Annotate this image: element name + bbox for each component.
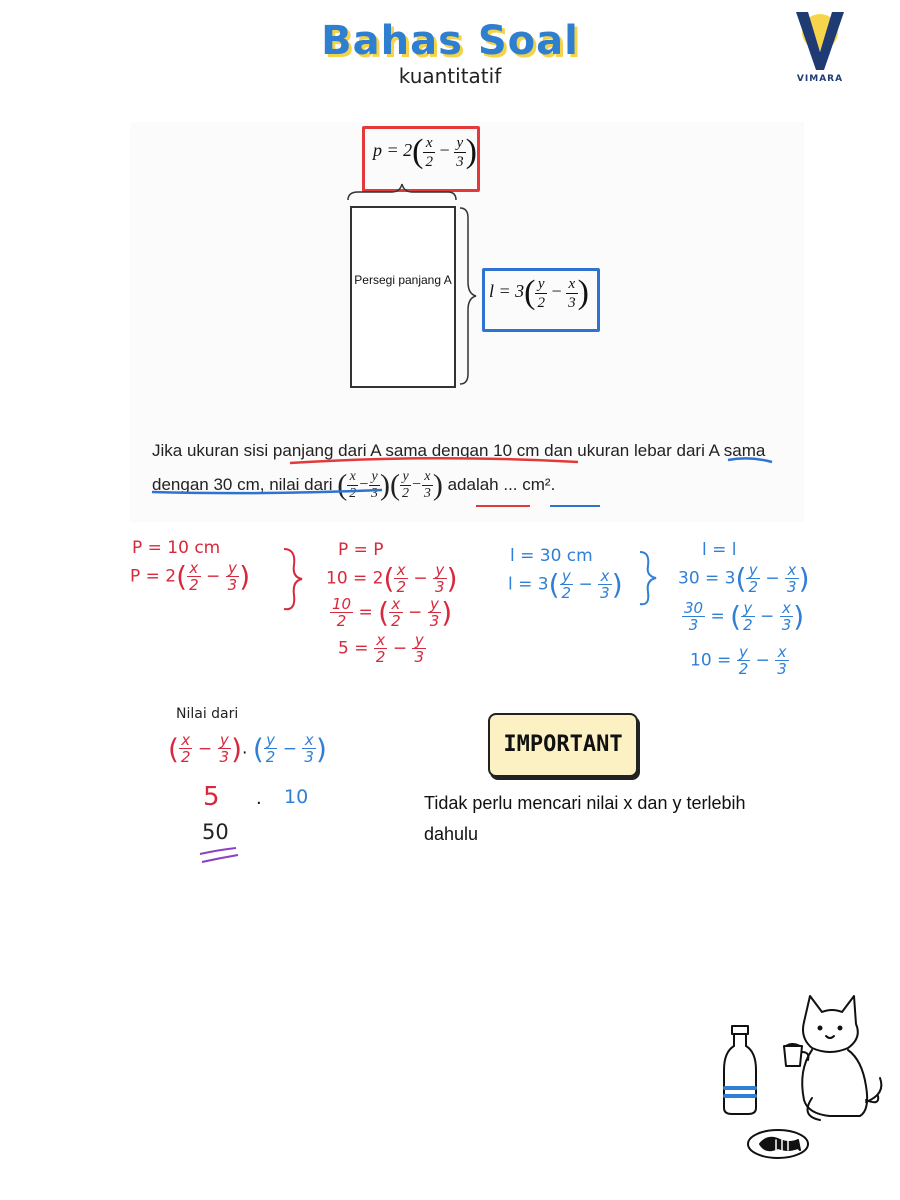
multiply-dot: . bbox=[256, 788, 262, 809]
page-subtitle: kuantitatif bbox=[398, 64, 502, 88]
value-ten: 10 bbox=[284, 786, 309, 808]
important-note: Tidak perlu mencari nilai x dan y terlebih dahulu bbox=[424, 793, 746, 844]
red-work-line2: P = 2( $\frac{x}{2}$ − $\frac{y}{3}$ ) bbox=[130, 559, 251, 594]
blue-work-line2: l = 3( $\frac{y}{2}$ − $\frac{x}{3}$ ) bbox=[508, 567, 623, 602]
red-work-right3: $\frac{10}{2}$ = ( $\frac{x}{2}$ − $\frac{y}{3}$ ) bbox=[332, 595, 453, 630]
problem-card bbox=[130, 122, 804, 522]
red-work-right1: P = P bbox=[338, 540, 384, 560]
conclusion-label: Nilai dari bbox=[176, 706, 239, 722]
red-work-line1: P = 10 cm bbox=[132, 538, 221, 558]
logo-mark-icon bbox=[792, 8, 848, 74]
conclusion-expression: ( $\frac{x}{2}$ − $\frac{y}{3}$ ). ( $\frac{y}{2}$ − $\frac{x}{3}$ ) bbox=[168, 731, 327, 766]
blue-work-right2: 30 = 3( $\frac{y}{2}$ − $\frac{x}{3}$ ) bbox=[678, 561, 810, 596]
blue-work-right4: 10 = $\frac{y}{2}$ − $\frac{x}{3}$ bbox=[690, 643, 787, 678]
question-part2: adalah ... cm². bbox=[447, 475, 556, 494]
width-formula: l = 3( $\frac{y}{2}$ − $\frac{x}{3}$ ) bbox=[489, 274, 589, 311]
red-work-right2: 10 = 2( $\frac{x}{2}$ − $\frac{y}{3}$ ) bbox=[326, 561, 458, 596]
blue-work-right3: $\frac{30}{3}$ = ( $\frac{y}{2}$ − $\frac{x}{3}$ ) bbox=[684, 599, 805, 634]
result-value: 50 bbox=[202, 820, 229, 844]
important-tag bbox=[488, 713, 638, 777]
cat-illustration-icon bbox=[720, 990, 890, 1170]
question-part1: Jika ukuran sisi panjang dari A sama dengan 10 cm dan ukuran lebar dari A sama dengan 30 cm, nilai dari bbox=[152, 441, 766, 494]
logo-text: VIMARA bbox=[796, 74, 844, 84]
question-expression: ( $\frac{x}{2}$ − $\frac{y}{3}$ )( $\frac{y}{2}$ − $\frac{x}{3}$ ) bbox=[337, 468, 443, 502]
page-title: Bahas Soal bbox=[321, 18, 579, 64]
result-underline bbox=[198, 846, 242, 866]
vimara-logo bbox=[792, 8, 848, 88]
blue-brace-icon bbox=[636, 548, 666, 608]
blue-work-right1: l = l bbox=[702, 540, 737, 560]
value-five: 5 bbox=[203, 782, 220, 812]
length-formula: p = 2( $\frac{x}{2}$ − $\frac{y}{3}$ ) bbox=[373, 133, 477, 170]
rectangle-a-label: Persegi panjang A bbox=[354, 273, 452, 287]
important-label: IMPORTANT bbox=[503, 732, 623, 757]
blue-work-line1: l = 30 cm bbox=[510, 546, 593, 566]
red-brace-icon bbox=[280, 545, 310, 615]
red-work-right4: 5 = $\frac{x}{2}$ − $\frac{y}{3}$ bbox=[338, 631, 425, 666]
question-underlines bbox=[130, 122, 804, 522]
